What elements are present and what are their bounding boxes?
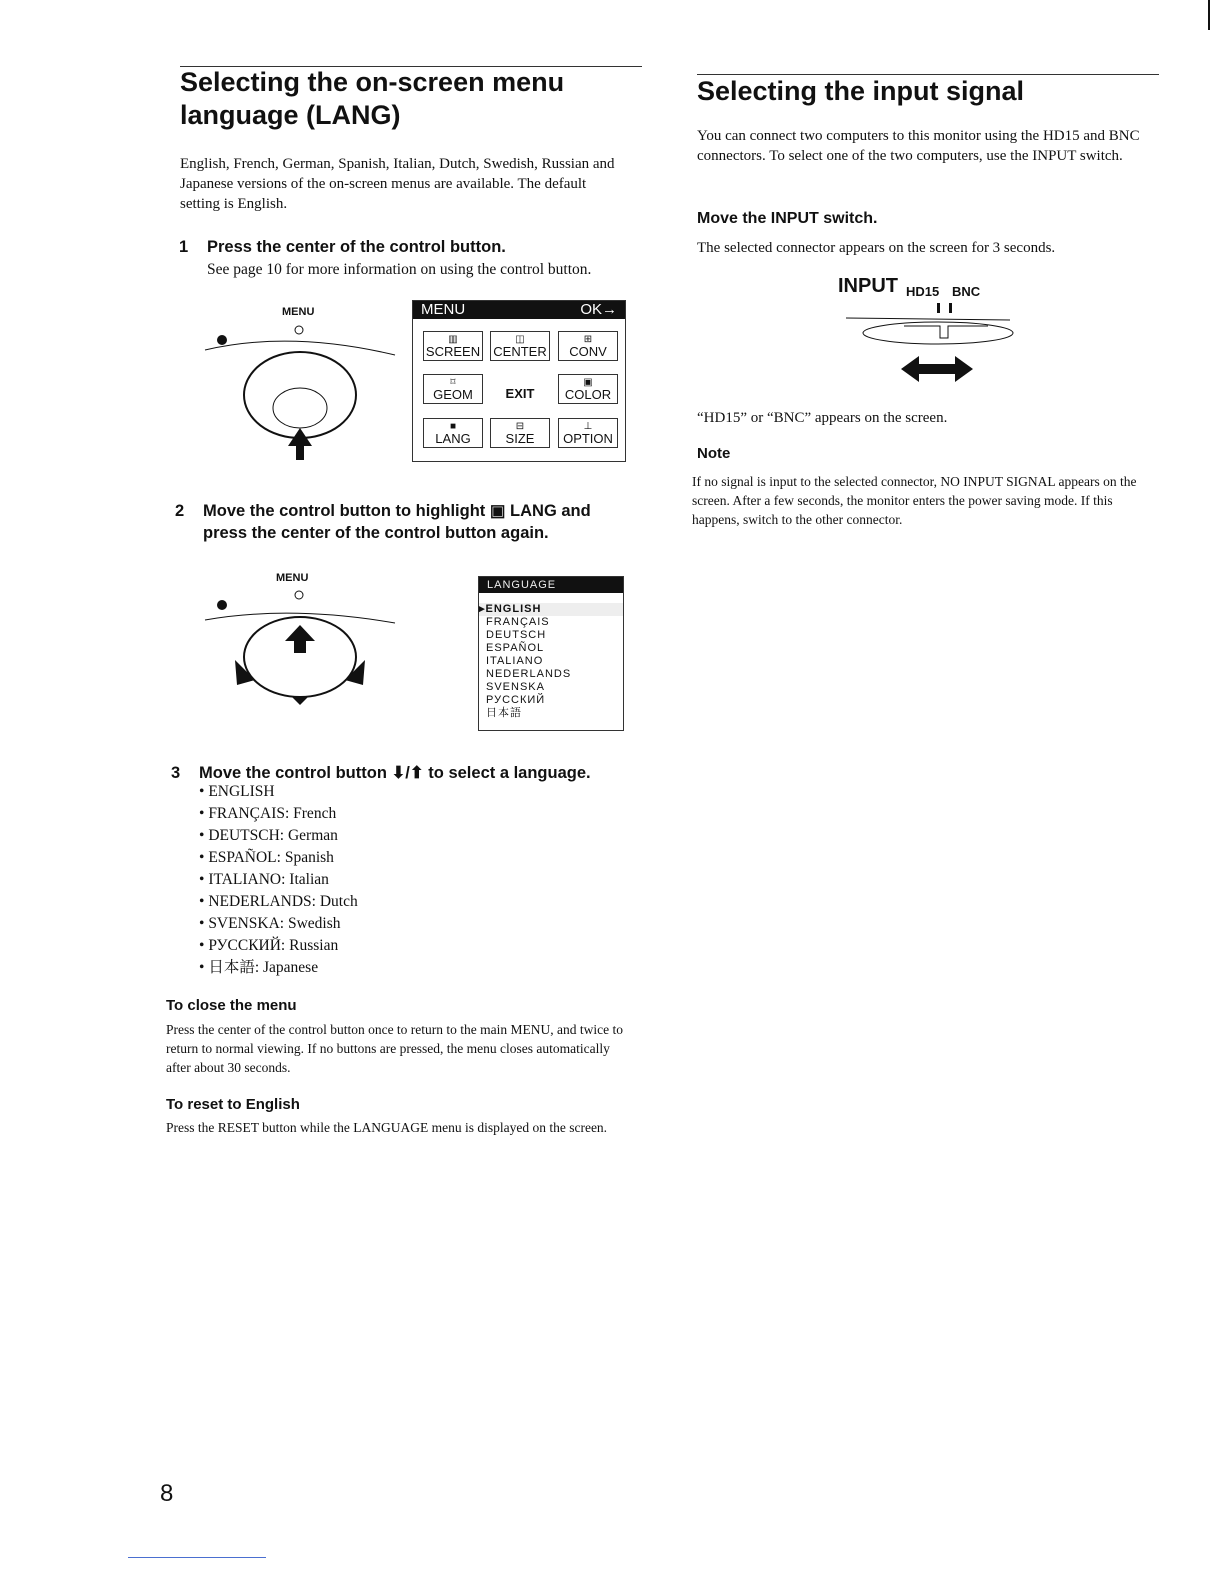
list-item: • FRANÇAIS: French <box>199 803 358 825</box>
list-item: • ESPAÑOL: Spanish <box>199 847 358 869</box>
input-intro: You can connect two computers to this monitor using the HD15 and BNC connectors. To select one of the two computers, use the INPUT switch. <box>697 128 1140 164</box>
note-heading: Note <box>697 445 731 462</box>
menu-item-exit[interactable]: EXIT <box>505 386 535 401</box>
language-option[interactable]: DEUTSCH <box>486 629 547 641</box>
menu-item-option[interactable]: ⊥ OPTION <box>558 418 618 448</box>
reset-text: Press the RESET button while the LANGUAGE menu is displayed on the screen. <box>166 1120 608 1135</box>
menu-ok: OK→ <box>580 301 617 318</box>
close-menu-text: Press the center of the control button once to return to the main MENU, and twice to return to normal viewing. If no buttons are pressed, the menu closes automatically after about 30 seconds. <box>166 1022 624 1075</box>
footer-line <box>128 1557 266 1558</box>
list-item: • ENGLISH <box>199 781 358 803</box>
hd15-label: HD15 <box>906 284 940 299</box>
menu-item-geom[interactable]: ⌑ GEOM <box>423 374 483 404</box>
step-title: Press the center of the control button. <box>207 238 506 256</box>
input-label: INPUT <box>838 275 898 297</box>
list-item: • DEUTSCH: German <box>199 825 358 847</box>
step-2: 2 Move the control button to highlight ▣ LANG and press the center of the control button again. <box>175 502 591 542</box>
step-1 <box>179 236 637 258</box>
language-option[interactable]: SVENSKA <box>486 681 545 693</box>
step-number: 1 <box>179 238 189 256</box>
menu-title: MENU <box>421 301 466 318</box>
lang-intro: English, French, German, Spanish, Italian, Dutch, Swedish, Russian and Japanese versions of the on-screen menus are available. The default setting is English. <box>180 156 615 212</box>
language-option[interactable]: ▸ENGLISH <box>479 603 623 616</box>
menu-item-lang[interactable]: ■ LANG <box>423 418 483 448</box>
menu-item-color[interactable]: ▣ COLOR <box>558 374 618 404</box>
note-text: If no signal is input to the selected connector, NO INPUT SIGNAL appears on the screen. After a few seconds, the monitor enters the power saving mode. If this happens, switch to the other connector. <box>692 474 1137 527</box>
menu-label-2: MENU <box>276 572 309 584</box>
reset-heading: To reset to English <box>166 1096 300 1113</box>
list-item: • NEDERLANDS: Dutch <box>199 891 358 913</box>
list-item: • РУССКИЙ: Russian <box>199 935 358 957</box>
language-option[interactable]: 日本語 <box>486 707 522 719</box>
menu-item-size[interactable]: ⊟ SIZE <box>490 418 550 448</box>
input-switch-diagram <box>838 273 1018 393</box>
step-3: 3 Move the control button ⬇/⬆ to select a language. <box>171 764 591 782</box>
language-list <box>199 781 358 979</box>
page-title-input: Selecting the input signal <box>697 76 1025 106</box>
language-option[interactable]: ITALIANO <box>486 655 544 667</box>
menu-item-conv[interactable]: ⊞ CONV <box>558 331 618 361</box>
input-sub-heading: Move the INPUT switch. <box>697 210 878 227</box>
language-option[interactable]: FRANÇAIS <box>486 616 550 628</box>
main-menu-osd <box>412 300 626 462</box>
list-item: • 日本語: Japanese <box>199 957 358 979</box>
menu-label: MENU <box>282 306 315 318</box>
bnc-label: BNC <box>952 284 981 299</box>
menu-item-center[interactable]: ◫ CENTER <box>490 331 550 361</box>
language-option[interactable]: РУССКИЙ <box>486 694 546 706</box>
step-1-text: See page 10 for more information on using the control button. <box>207 261 592 278</box>
control-button-diagram-2 <box>200 585 400 715</box>
contrast-icon <box>217 335 227 345</box>
language-menu-title: LANGUAGE <box>479 577 623 593</box>
page-title-lang: Selecting the on-screen menu language (LANG) <box>180 67 565 130</box>
scan-mark <box>1208 0 1210 30</box>
list-item: • SVENSKA: Swedish <box>199 913 358 935</box>
page-number: 8 <box>160 1480 174 1507</box>
language-menu-osd <box>478 576 624 731</box>
input-sub-text: The selected connector appears on the screen for 3 seconds. <box>697 240 1056 256</box>
list-item: • ITALIANO: Italian <box>199 869 358 891</box>
menu-item-screen[interactable]: ▥ SCREEN <box>423 331 483 361</box>
control-button-diagram <box>200 300 400 460</box>
language-option[interactable]: NEDERLANDS <box>486 668 572 680</box>
language-option[interactable]: ESPAÑOL <box>486 642 545 654</box>
close-menu-heading: To close the menu <box>166 997 297 1014</box>
appears-text: “HD15” or “BNC” appears on the screen. <box>697 410 948 426</box>
